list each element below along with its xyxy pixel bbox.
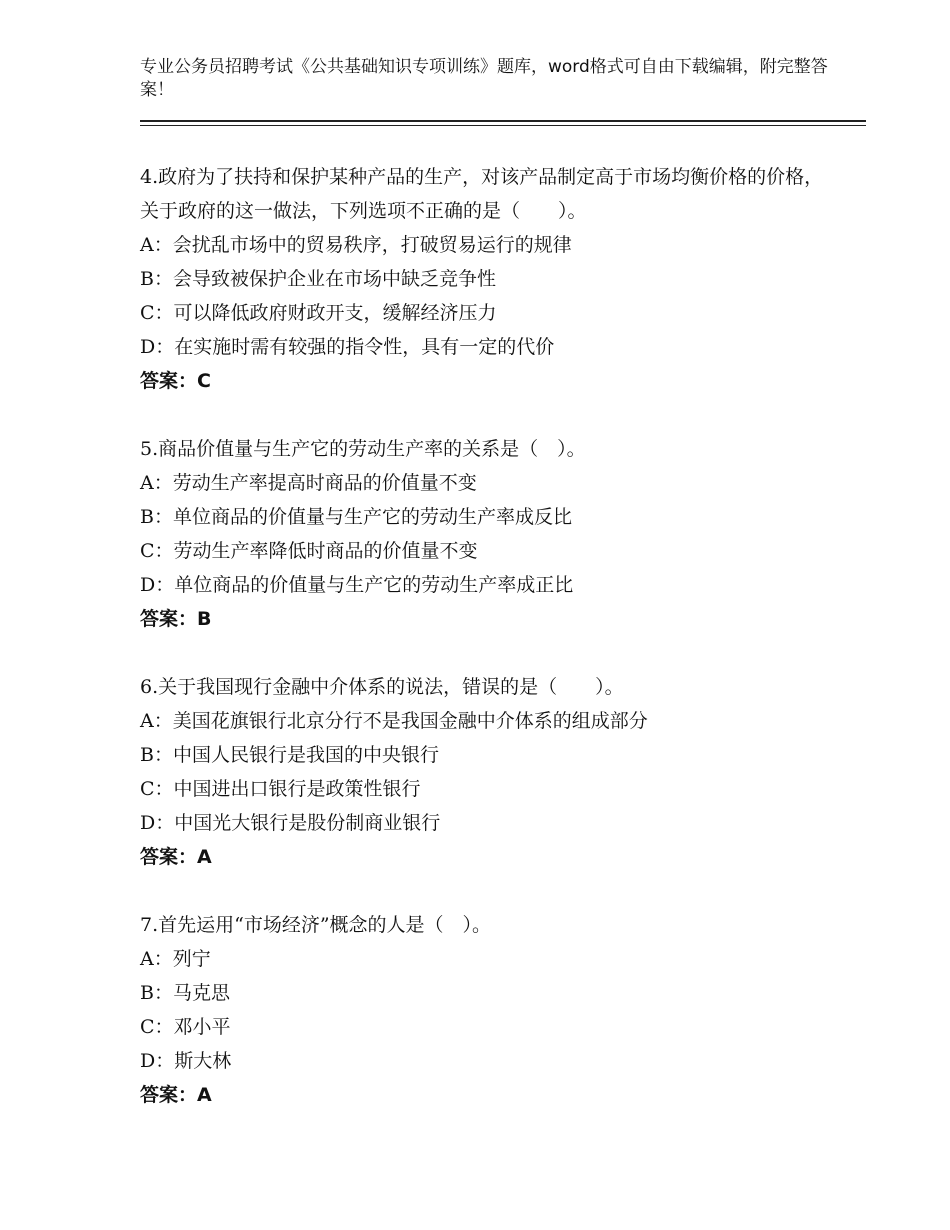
question-6: [140, 670, 840, 874]
question-7: [140, 908, 840, 1112]
option-d: D：单位商品的价值量与生产它的劳动生产率成正比: [140, 574, 574, 596]
option-b: B：马克思: [140, 982, 230, 1004]
question-list: [140, 160, 840, 1146]
question-5: [140, 432, 840, 636]
option-c: C：邓小平: [140, 1016, 231, 1038]
question-4: [140, 160, 840, 398]
document-header: 专业公务员招聘考试《公共基础知识专项训练》题库，word格式可自由下载编辑，附完整答案！: [140, 57, 828, 100]
option-c: C：劳动生产率降低时商品的价值量不变: [140, 540, 478, 562]
option-d: D：在实施时需有较强的指令性，具有一定的代价: [140, 336, 555, 358]
option-a: A：会扰乱市场中的贸易秩序，打破贸易运行的规律: [140, 234, 572, 256]
answer-label: 答案：A: [140, 1084, 212, 1106]
answer-label: 答案：A: [140, 846, 212, 868]
option-b: B：会导致被保护企业在市场中缺乏竞争性: [140, 268, 496, 290]
answer-label: 答案：B: [140, 608, 212, 630]
option-b: B：中国人民银行是我国的中央银行: [140, 744, 439, 766]
option-c: C：中国进出口银行是政策性银行: [140, 778, 421, 800]
option-d: D：中国光大银行是股份制商业银行: [140, 812, 441, 834]
question-stem: 5.商品价值量与生产它的劳动生产率的关系是（ ）。: [140, 438, 586, 460]
option-a: A：劳动生产率提高时商品的价值量不变: [140, 472, 477, 494]
option-a: A：列宁: [140, 948, 211, 970]
option-d: D：斯大林: [140, 1050, 232, 1072]
question-stem: 6.关于我国现行金融中介体系的说法，错误的是（ ）。: [140, 676, 624, 698]
header-divider-thick: [140, 120, 866, 122]
question-stem: 4.政府为了扶持和保护某种产品的生产，对该产品制定高于市场均衡价格的价格，关于政府的这一做法，下列选项不正确的是（ ）。: [140, 166, 824, 222]
option-a: A：美国花旗银行北京分行不是我国金融中介体系的组成部分: [140, 710, 648, 732]
option-c: C：可以降低政府财政开支，缓解经济压力: [140, 302, 497, 324]
question-stem: 7.首先运用“市场经济”概念的人是（ ）。: [140, 914, 492, 936]
answer-label: 答案：C: [140, 370, 211, 392]
header-divider-thin: [140, 125, 866, 126]
option-b: B：单位商品的价值量与生产它的劳动生产率成反比: [140, 506, 572, 528]
